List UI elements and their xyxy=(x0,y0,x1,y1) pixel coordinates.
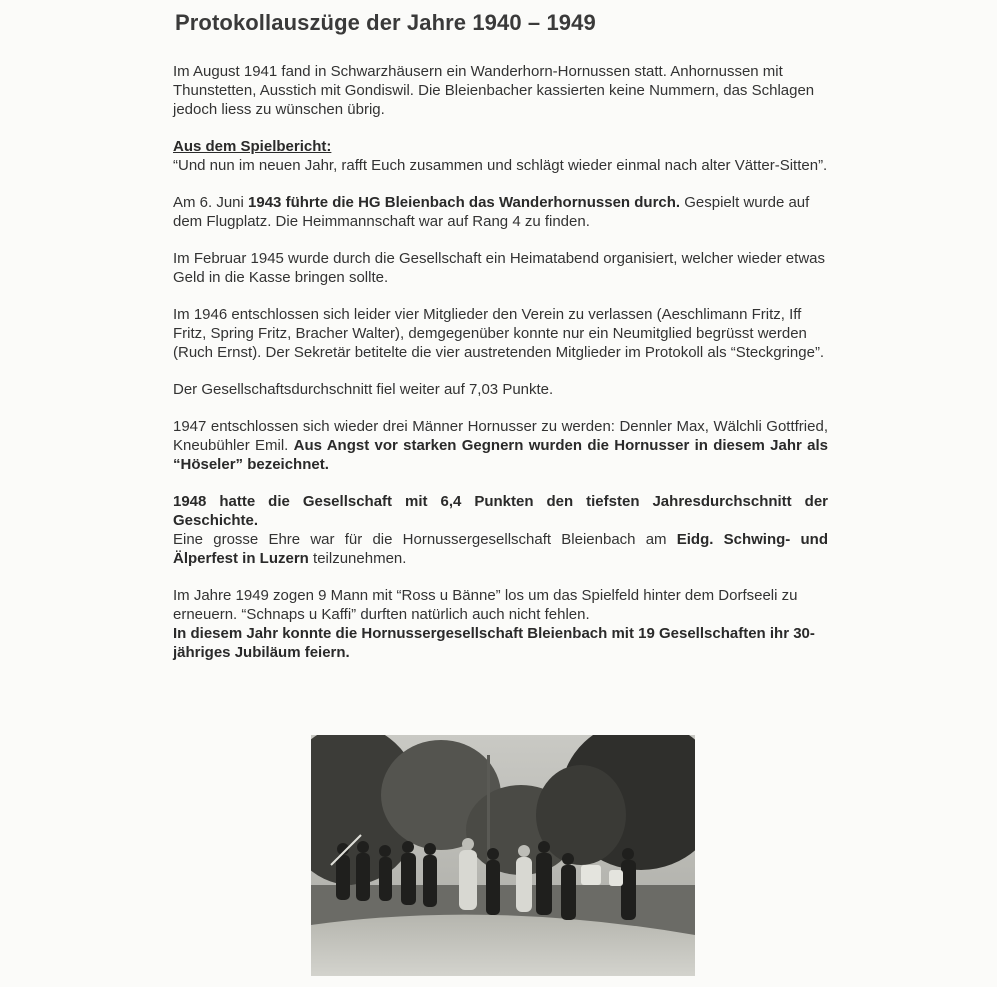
paragraph-1945: Im Februar 1945 wurde durch die Gesellschaft ein Heimatabend organisiert, welcher wieder etwas Geld in die Kasse bringen sollte. xyxy=(173,250,825,286)
spielbericht-heading: Aus dem Spielbericht: xyxy=(173,138,332,155)
text-run: teilzunehmen. xyxy=(308,550,407,567)
text-run: Eine grosse Ehre war für die Hornussergesellschaft Bleienbach am xyxy=(173,531,677,548)
document-body xyxy=(173,62,828,662)
photo-illustration xyxy=(311,735,695,976)
text-run-bold: Aus Angst vor starken Gegnern wurden die Hornusser in diesem Jahr als “Höseler” bezeichnet. xyxy=(173,437,829,473)
paragraph-1949 xyxy=(173,586,828,662)
text-run: 1947 entschlossen sich wieder drei Männer Hornusser zu werden: Dennler Max, Wälchli Gottfried, Kneubühler Emil. xyxy=(173,418,828,454)
paragraph-spielbericht xyxy=(173,137,828,175)
text-run: Am 6. Juni xyxy=(173,194,249,211)
text-run: Gespielt wurde auf dem Flugplatz. Die Heimmannschaft war auf Rang 4 zu finden. xyxy=(173,194,810,230)
paragraph-1947 xyxy=(173,417,828,474)
text-run-bold: 1943 führte die HG Bleienbach das Wanderhornussen durch. xyxy=(248,194,681,211)
page-title: Protokollauszüge der Jahre 1940 – 1949 xyxy=(175,10,596,35)
paragraph-durchschnitt: Der Gesellschaftsdurchschnitt fiel weiter auf 7,03 Punkte. xyxy=(173,381,554,398)
spielbericht-quote: “Und nun im neuen Jahr, rafft Euch zusammen und schlägt wieder einmal nach alter Vätter-Sitten”. xyxy=(173,157,828,174)
paragraph-1941: Im August 1941 fand in Schwarzhäusern ein Wanderhorn-Hornussen statt. Anhornussen mit Thunstetten, Ausstich mit Gondiswil. Die Bleienbacher kassierten keine Nummern, das Schlagen jedoch liess zu wünschen übrig. xyxy=(173,63,815,118)
text-run: Im Jahre 1949 zogen 9 Mann mit “Ross u Bänne” los um das Spielfeld hinter dem Dorfseeli zu erneuern. “Schnaps u Kaffi” durften natürlich auch nicht fehlen. xyxy=(173,587,798,623)
historic-photo xyxy=(311,735,695,976)
paragraph-1943 xyxy=(173,193,828,231)
text-run-bold: 1948 hatte die Gesellschaft mit 6,4 Punkten den tiefsten Jahresdurchschnitt der Geschichte. xyxy=(173,493,828,529)
text-run-bold: Eidg. Schwing- und Älperfest in Luzern xyxy=(173,531,828,567)
text-run-bold: In diesem Jahr konnte die Hornussergesellschaft Bleienbach mit 19 Gesellschaften ihr 30-jähriges Jubiläum feiern. xyxy=(173,625,815,661)
paragraph-1946: Im 1946 entschlossen sich leider vier Mitglieder den Verein zu verlassen (Aeschlimann Fritz, Iff Fritz, Spring Fritz, Bracher Walter), demgegenüber konnte nur ein Neumitglied begrüsst werden (Ruch Ernst). Der Sekretär betitelte die vier austretenden Mitglieder im Protokoll als “Steckgringe”. xyxy=(173,306,825,361)
paragraph-1948 xyxy=(173,492,828,568)
